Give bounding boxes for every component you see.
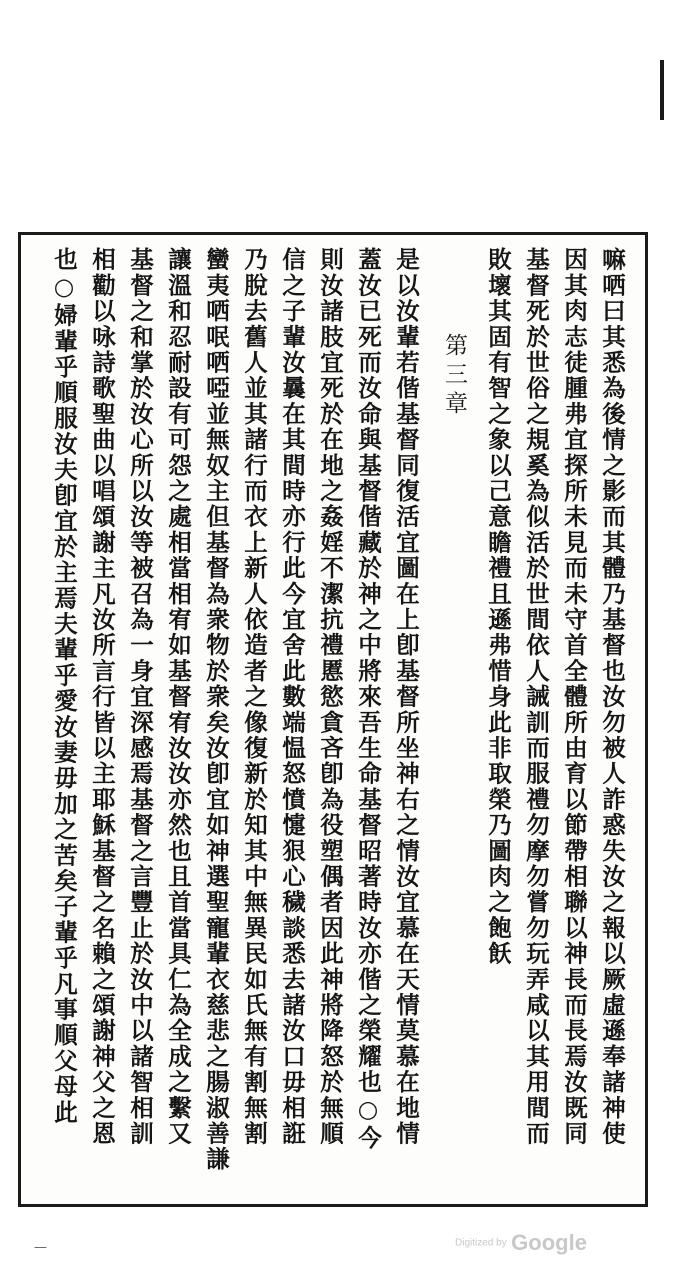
google-watermark <box>455 1230 587 1256</box>
text-column-11: 乃脫去舊人並其諸行而衣上新人依造者之像復新於知其中無異民如氏無有割無割 <box>240 247 268 1147</box>
text-column-7: 是以汝輩若偕基督同復活宜圖在上卽基督所坐神右之情汝宜慕在天情莫慕在地情 <box>392 247 420 1147</box>
text-column-16: 也○婦輩乎順服汝夫卽宜於主焉夫輩乎愛汝妻毋加之苦矣子輩乎凡事順父母此 <box>50 247 78 1126</box>
text-column-9: 則汝諸肢宜死於在地之姦婬不潔抗禮慝慾貪吝卽為役塑偶者因此神將降怒於無順 <box>316 247 344 1147</box>
text-column-4: 敗壞其固有智之象以己意瞻禮且遜弗惜身此非取榮乃圖肉之飽飫 <box>484 247 512 967</box>
text-column-12: 蠻夷哂呡哂啞並無奴主但基督為衆物於衆矣汝卽宜如神選聖寵輩衣慈悲之腸淑善謙 <box>202 247 230 1173</box>
text-column-2: 因其肉志徒腫弗宜探所未見而未守首全體所由育以節帶相聯以神長而長焉汝既同 <box>560 247 588 1147</box>
top-rule <box>21 232 625 235</box>
text-column-1: 嘛哂曰其悉為後情之影而其體乃基督也汝勿被人詐惑失汝之報以厥虛遜奉諸神使 <box>598 247 626 1147</box>
chapter-title: 第三章 <box>441 333 467 420</box>
watermark-brand: Google <box>511 1230 587 1255</box>
footer-mark: — <box>34 1240 47 1255</box>
watermark-prefix: Digitized by <box>455 1237 507 1249</box>
page-edge-mark <box>660 60 664 120</box>
text-column-15: 相勸以咏詩歌聖曲以唱頌謝主凡汝所言行皆以主耶穌基督之名賴之頌謝神父之恩 <box>88 247 116 1147</box>
text-page <box>18 232 648 1207</box>
text-column-14: 基督之和掌於汝心所以汝等被召為一身宜深感焉基督之言豐止於汝中以諸智相訓 <box>126 247 154 1147</box>
text-column-3: 基督死於世俗之規奚為似活於世間依人誡訓而服禮勿摩勿嘗勿玩弄咸以其用間而 <box>522 247 550 1147</box>
text-column-10: 信之子輩汝曩在其間時亦行此今宜舍此數端愠怒憤懥狠心穢談悉去諸汝口毋相誑 <box>278 247 306 1147</box>
text-column-8: 蓋汝已死而汝命與基督偕藏於神之中將來吾生命基督昭著時汝亦偕之榮耀也○今 <box>354 247 382 1151</box>
text-column-13: 讓溫和忍耐設有可怨之處相當相宥如基督宥汝汝亦然也且首當具仁為全成之繫又 <box>164 247 192 1147</box>
